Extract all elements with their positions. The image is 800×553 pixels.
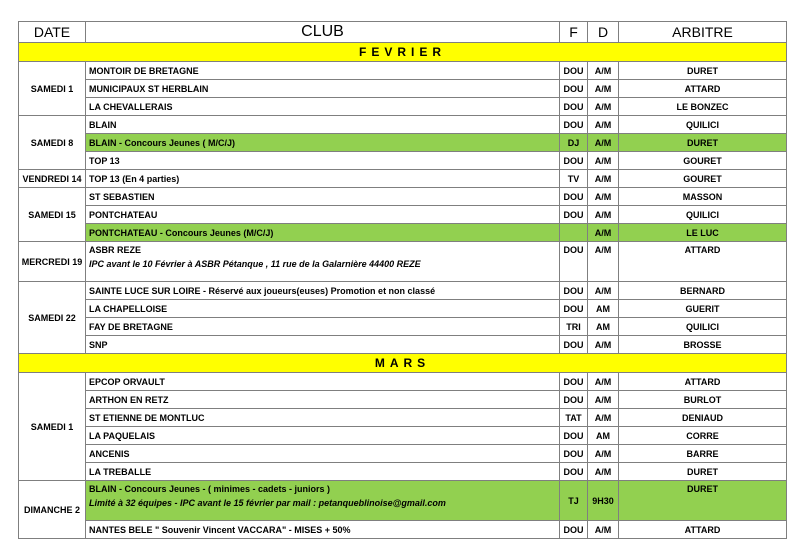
table-row-youth: [19, 224, 787, 242]
format-cell: DOU: [560, 300, 588, 318]
club-cell: BLAIN: [86, 116, 560, 134]
division-cell: A/M: [588, 152, 619, 170]
date-cell: SAMEDI 15: [19, 188, 86, 242]
club-cell: NANTES BELE " Souvenir Vincent VACCARA" - MISES + 50%: [86, 521, 560, 539]
division-cell: A/M: [588, 116, 619, 134]
table-row: [19, 170, 787, 188]
format-cell: TRI: [560, 318, 588, 336]
referee-cell: LE LUC: [619, 224, 787, 242]
date-cell: SAMEDI 1: [19, 373, 86, 481]
header-club: CLUB: [86, 22, 560, 43]
referee-cell: BROSSE: [619, 336, 787, 354]
club-cell: TOP 13 (En 4 parties): [86, 170, 560, 188]
club-cell: ARTHON EN RETZ: [86, 391, 560, 409]
table-row: [19, 318, 787, 336]
table-row: [19, 98, 787, 116]
referee-cell: DURET: [619, 481, 787, 521]
format-cell: DOU: [560, 282, 588, 300]
club-cell: LA TREBALLE: [86, 463, 560, 481]
format-cell: DJ: [560, 134, 588, 152]
club-cell: EPCOP ORVAULT: [86, 373, 560, 391]
club-cell: SNP: [86, 336, 560, 354]
header-arbitre: ARBITRE: [619, 22, 787, 43]
date-cell: SAMEDI 22: [19, 282, 86, 354]
month-band-mars: [19, 354, 787, 373]
date-cell: SAMEDI 8: [19, 116, 86, 170]
format-cell: DOU: [560, 391, 588, 409]
format-cell: TV: [560, 170, 588, 188]
division-cell: 9H30: [588, 481, 619, 521]
referee-cell: CORRE: [619, 427, 787, 445]
table-row: [19, 206, 787, 224]
format-cell: DOU: [560, 188, 588, 206]
club-cell: MONTOIR DE BRETAGNE: [86, 62, 560, 80]
division-cell: AM: [588, 318, 619, 336]
format-cell: DOU: [560, 463, 588, 481]
club-note: IPC avant le 10 Février à ASBR Pétanque , 11 rue de la Galarnière 44400 REZE: [89, 259, 421, 269]
table-row: [19, 409, 787, 427]
table-row: [19, 152, 787, 170]
format-cell: TAT: [560, 409, 588, 427]
table-row: [19, 116, 787, 134]
division-cell: A/M: [588, 391, 619, 409]
club-cell: [86, 242, 560, 282]
referee-cell: GOURET: [619, 152, 787, 170]
table-row-youth: [19, 481, 787, 521]
table-row: [19, 463, 787, 481]
date-cell: SAMEDI 1: [19, 62, 86, 116]
division-cell: A/M: [588, 188, 619, 206]
division-cell: A/M: [588, 282, 619, 300]
referee-cell: DURET: [619, 62, 787, 80]
table-row: [19, 373, 787, 391]
referee-cell: ATTARD: [619, 242, 787, 282]
table-row: [19, 445, 787, 463]
club-cell: TOP 13: [86, 152, 560, 170]
format-cell: [560, 224, 588, 242]
format-cell: DOU: [560, 98, 588, 116]
format-cell: DOU: [560, 427, 588, 445]
referee-cell: MASSON: [619, 188, 787, 206]
club-cell: [86, 481, 560, 521]
club-cell: PONTCHATEAU - Concours Jeunes (M/C/J): [86, 224, 560, 242]
format-cell: DOU: [560, 206, 588, 224]
referee-cell: BERNARD: [619, 282, 787, 300]
format-cell: DOU: [560, 242, 588, 282]
table-row: [19, 62, 787, 80]
club-cell: PONTCHATEAU: [86, 206, 560, 224]
table-row: [19, 521, 787, 539]
month-label: MARS: [19, 354, 787, 373]
header-f: F: [560, 22, 588, 43]
referee-cell: ATTARD: [619, 521, 787, 539]
division-cell: A/M: [588, 336, 619, 354]
referee-cell: GUERIT: [619, 300, 787, 318]
division-cell: A/M: [588, 170, 619, 188]
referee-cell: DENIAUD: [619, 409, 787, 427]
date-cell: VENDREDI 14: [19, 170, 86, 188]
club-cell: SAINTE LUCE SUR LOIRE - Réservé aux joueurs(euses) Promotion et non classé: [86, 282, 560, 300]
club-cell: LA CHAPELLOISE: [86, 300, 560, 318]
table-row: [19, 336, 787, 354]
division-cell: A/M: [588, 409, 619, 427]
referee-cell: LE BONZEC: [619, 98, 787, 116]
table-row: [19, 300, 787, 318]
format-cell: DOU: [560, 80, 588, 98]
header-date: DATE: [19, 22, 86, 43]
referee-cell: BARRE: [619, 445, 787, 463]
club-cell: LA PAQUELAIS: [86, 427, 560, 445]
division-cell: A/M: [588, 373, 619, 391]
format-cell: TJ: [560, 481, 588, 521]
format-cell: DOU: [560, 373, 588, 391]
club-cell: MUNICIPAUX ST HERBLAIN: [86, 80, 560, 98]
division-cell: AM: [588, 300, 619, 318]
club-name: BLAIN - Concours Jeunes - ( minimes - cadets - juniors ): [89, 484, 331, 494]
division-cell: A/M: [588, 521, 619, 539]
club-cell: BLAIN - Concours Jeunes ( M/C/J): [86, 134, 560, 152]
division-cell: A/M: [588, 134, 619, 152]
format-cell: DOU: [560, 336, 588, 354]
table-row: [19, 80, 787, 98]
club-cell: ST SEBASTIEN: [86, 188, 560, 206]
club-note: Limité à 32 équipes - IPC avant le 15 février par mail : petanqueblinoise@gmail.com: [89, 498, 446, 508]
division-cell: A/M: [588, 445, 619, 463]
club-cell: ANCENIS: [86, 445, 560, 463]
division-cell: A/M: [588, 463, 619, 481]
referee-cell: GOURET: [619, 170, 787, 188]
date-cell: MERCREDI 19: [19, 242, 86, 282]
format-cell: DOU: [560, 445, 588, 463]
table-row: [19, 427, 787, 445]
date-cell: DIMANCHE 2: [19, 481, 86, 539]
division-cell: A/M: [588, 62, 619, 80]
header-row: [19, 22, 787, 43]
referee-cell: QUILICI: [619, 116, 787, 134]
format-cell: DOU: [560, 62, 588, 80]
schedule-table: [18, 21, 787, 539]
division-cell: A/M: [588, 80, 619, 98]
table-row: [19, 242, 787, 282]
club-cell: ST ETIENNE DE MONTLUC: [86, 409, 560, 427]
division-cell: A/M: [588, 206, 619, 224]
referee-cell: QUILICI: [619, 318, 787, 336]
referee-cell: DURET: [619, 463, 787, 481]
club-cell: FAY DE BRETAGNE: [86, 318, 560, 336]
table-row: [19, 188, 787, 206]
format-cell: DOU: [560, 152, 588, 170]
format-cell: DOU: [560, 116, 588, 134]
club-cell: LA CHEVALLERAIS: [86, 98, 560, 116]
month-band-fevrier: [19, 43, 787, 62]
referee-cell: QUILICI: [619, 206, 787, 224]
table-row: [19, 282, 787, 300]
referee-cell: ATTARD: [619, 373, 787, 391]
referee-cell: ATTARD: [619, 80, 787, 98]
table-row: [19, 391, 787, 409]
division-cell: AM: [588, 427, 619, 445]
header-d: D: [588, 22, 619, 43]
table-row-youth: [19, 134, 787, 152]
division-cell: A/M: [588, 224, 619, 242]
referee-cell: DURET: [619, 134, 787, 152]
club-name: ASBR REZE: [89, 245, 142, 255]
format-cell: DOU: [560, 521, 588, 539]
referee-cell: BURLOT: [619, 391, 787, 409]
division-cell: A/M: [588, 98, 619, 116]
month-label: FEVRIER: [19, 43, 787, 62]
division-cell: A/M: [588, 242, 619, 282]
